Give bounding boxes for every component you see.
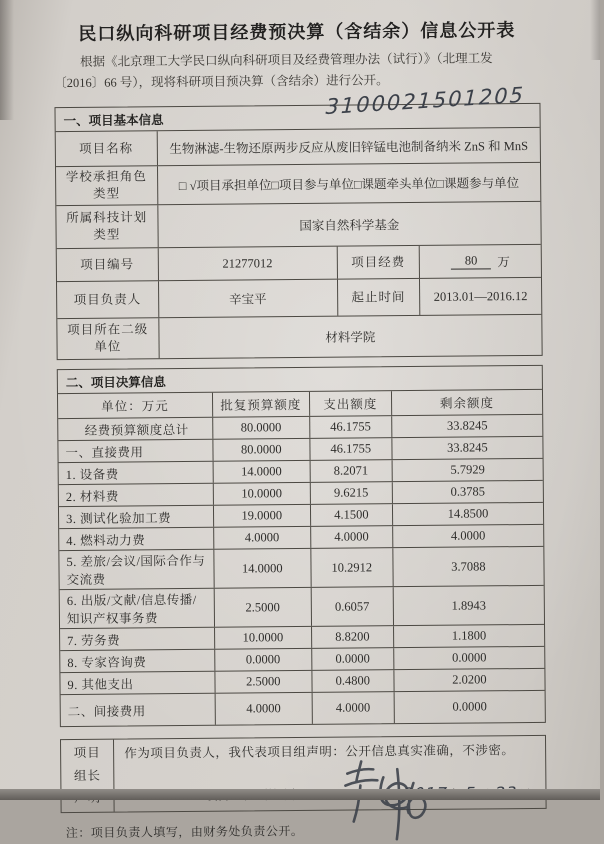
- leader-label: 项目负责人: [57, 281, 159, 318]
- budget-remaining-value: 0.0000: [395, 691, 545, 723]
- budget-spent-value: 0.6057: [311, 587, 394, 626]
- budget-approved-value: 4.0000: [214, 527, 311, 549]
- column-header-spent: 支出额度: [310, 391, 392, 416]
- plan-type-label-line2: 类型: [93, 227, 120, 244]
- photo-edge-right-shadow: [590, 0, 600, 60]
- budget-spent-value: 46.1755: [310, 416, 392, 438]
- budget-table-body: [58, 415, 545, 726]
- row-project-no-funding: [57, 245, 541, 282]
- page-title: 民口纵向科研项目经费预决算（含结余）信息公开表: [0, 15, 597, 46]
- budget-approved-value: 2.5000: [215, 588, 312, 627]
- row-plan-type: [56, 202, 540, 249]
- budget-remaining-value: 33.8245: [392, 415, 542, 437]
- column-header-remaining: 剩余额度: [392, 390, 542, 415]
- row-leader-duration: [57, 278, 541, 319]
- statement-label-line1: 项目: [74, 742, 101, 765]
- row-role-type: [56, 163, 540, 206]
- duration-label: 起止时间: [338, 279, 421, 316]
- budget-spent-value: 0.4800: [312, 670, 394, 692]
- budget-approved-value: 4.0000: [215, 693, 312, 725]
- leader-value: 辛宝平: [159, 280, 338, 318]
- photo-edge-bottom: [0, 789, 600, 800]
- budget-remaining-value: 1.1800: [394, 625, 544, 647]
- budget-item-label: 1. 设备费: [59, 462, 214, 484]
- budget-item-label: 6. 出版/文献/信息传播/知识产权事务费: [60, 589, 215, 628]
- budget-remaining-value: 4.0000: [393, 525, 543, 547]
- budget-item-label: 一、直接费用: [58, 440, 213, 462]
- school-unit-label-line2: 单位: [94, 339, 121, 356]
- role-type-checkboxes: □ √项目承担单位□项目参与单位□课题牵头单位□课题参与单位: [158, 163, 541, 204]
- basic-info-section-header: [55, 104, 539, 132]
- budget-section-header: [58, 366, 542, 394]
- budget-approved-value: 10.0000: [214, 483, 311, 505]
- school-unit-value: 材料学院: [159, 315, 542, 358]
- budget-spent-value: 10.2912: [311, 548, 394, 587]
- table-row: [60, 586, 544, 629]
- budget-item-label: 9. 其他支出: [60, 672, 215, 694]
- budget-approved-value: 19.0000: [214, 505, 311, 527]
- intro-line1: 根据《北京理工大学民口纵向科研项目及经费管理办法（试行）》（北理工发: [80, 51, 493, 69]
- project-name-value: 生物淋滤-生物还原两步反应从废旧锌锰电池制备纳米 ZnS 和 MnS: [157, 128, 540, 165]
- budget-item-label: 4. 燃料动力费: [59, 528, 214, 550]
- declaration-text: 作为项目负责人，我代表项目组声明：公开信息真实准确，不涉密。: [124, 740, 537, 762]
- budget-spent-value: 46.1755: [310, 438, 392, 460]
- photo-edge-left-shadow: [0, 0, 14, 120]
- budget-section-title: 二、项目决算信息: [66, 375, 166, 390]
- row-project-name: [56, 128, 540, 167]
- budget-remaining-value: 5.7929: [393, 459, 543, 481]
- project-no-value: 21277012: [158, 247, 337, 281]
- budget-approved-value: 80.0000: [213, 439, 310, 461]
- plan-type-label-line1: 所属科技计划: [66, 209, 147, 227]
- table-row: [61, 691, 545, 726]
- plan-type-label: [56, 205, 158, 248]
- funding-amount: 80: [451, 253, 492, 269]
- column-header-unit: 单位：万元: [58, 393, 213, 418]
- budget-spent-value: 8.2071: [310, 460, 392, 482]
- column-header-approved: 批复预算额度: [213, 392, 310, 417]
- budget-spent-value: 9.6215: [310, 482, 392, 504]
- basic-info-table: [54, 103, 542, 360]
- budget-approved-value: 14.0000: [213, 461, 310, 483]
- row-school-unit: [57, 315, 541, 359]
- budget-item-label: 二、间接费用: [61, 694, 216, 726]
- intro-line2: 〔2016〕66 号），现将科研项目预决算（含结余）进行公开。: [54, 73, 389, 90]
- funding-unit: 万: [497, 252, 510, 270]
- budget-remaining-value: 1.8943: [394, 586, 544, 625]
- budget-spent-value: 0.0000: [312, 648, 394, 670]
- budget-approved-value: 14.0000: [214, 549, 311, 588]
- project-name-label: 项目名称: [56, 131, 158, 166]
- budget-remaining-value: 2.0200: [394, 669, 544, 691]
- budget-item-label: 5. 差旅/会议/国际合作与交流费: [59, 550, 214, 589]
- budget-remaining-value: 14.8500: [393, 503, 543, 525]
- funding-value: [420, 245, 541, 278]
- funding-label: 项目经费: [337, 246, 420, 279]
- duration-value: 2013.01—2016.12: [420, 278, 541, 315]
- statement-side-label: [61, 740, 115, 812]
- budget-spent-value: 8.8200: [312, 626, 394, 648]
- budget-spent-value: 4.0000: [311, 526, 393, 548]
- budget-item-label: 2. 材料费: [59, 484, 214, 506]
- budget-spent-value: 4.1500: [311, 504, 393, 526]
- budget-table: [57, 365, 546, 727]
- table-row: [59, 547, 543, 590]
- budget-remaining-value: 3.7088: [393, 547, 543, 586]
- school-unit-label: [57, 318, 159, 359]
- handwritten-project-code: 3100021501205: [325, 83, 525, 119]
- budget-item-label: 8. 专家咨询费: [60, 650, 215, 672]
- statement-label-line2: 组长: [74, 764, 101, 787]
- role-type-label-line2: 类型: [93, 186, 120, 203]
- project-no-label: 项目编号: [57, 248, 159, 281]
- budget-remaining-value: 33.8245: [392, 437, 542, 459]
- budget-item-label: 7. 劳务费: [60, 628, 215, 650]
- budget-remaining-value: 0.0000: [394, 647, 544, 669]
- footnote: 注：项目负责人填写，由财务处负责公开。: [66, 819, 604, 841]
- budget-approved-value: 80.0000: [213, 417, 310, 439]
- plan-type-value: 国家自然科学基金: [158, 202, 541, 247]
- basic-info-section-title: 一、项目基本信息: [64, 113, 164, 128]
- budget-item-label: 3. 测试化验加工费: [59, 506, 214, 528]
- role-type-label: [56, 166, 158, 205]
- budget-approved-value: 2.5000: [215, 671, 312, 693]
- budget-approved-value: 10.0000: [215, 627, 312, 649]
- budget-approved-value: 0.0000: [215, 649, 312, 671]
- school-unit-label-line1: 项目所在二级: [67, 321, 148, 339]
- budget-item-label: 经费预算额度总计: [58, 418, 213, 440]
- budget-remaining-value: 0.3785: [393, 481, 543, 503]
- budget-spent-value: 4.0000: [312, 692, 395, 724]
- role-type-label-line1: 学校承担角色: [66, 169, 147, 187]
- leader-statement-box: [60, 735, 547, 813]
